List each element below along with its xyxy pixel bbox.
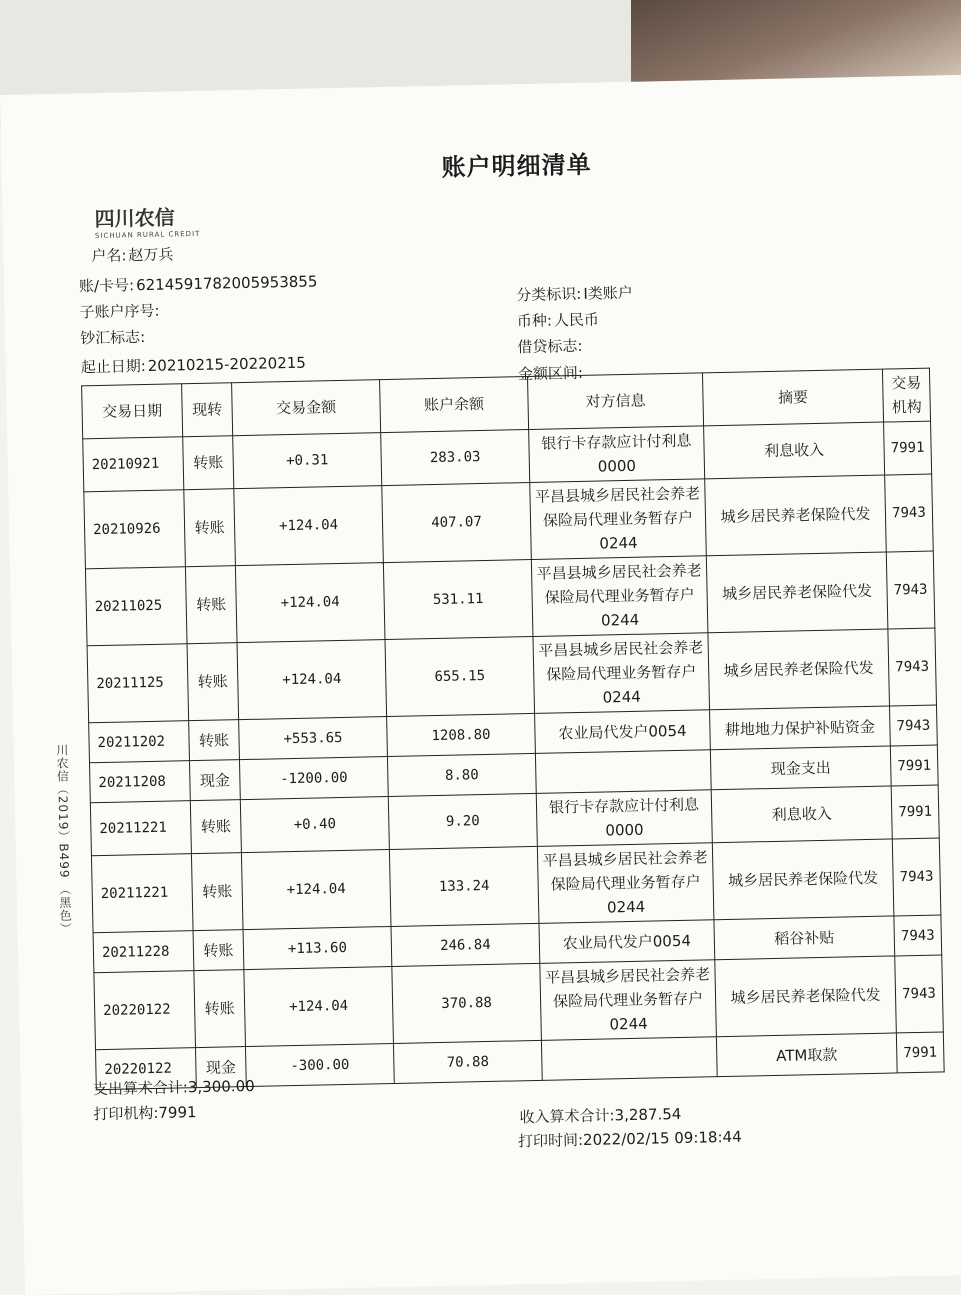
cell-amount: +113.60 bbox=[243, 926, 392, 969]
cell-balance: 370.88 bbox=[392, 963, 542, 1043]
cell-balance: 531.11 bbox=[383, 559, 533, 639]
cell-date: 20210921 bbox=[83, 437, 184, 492]
cell-memo: 城乡居民养老保险代发 bbox=[705, 475, 887, 556]
cell-amount: -1200.00 bbox=[239, 757, 388, 800]
header-balance: 账户余额 bbox=[380, 377, 529, 433]
statement-paper bbox=[0, 75, 961, 1295]
cell-counterparty bbox=[535, 750, 711, 794]
cell-balance: 283.03 bbox=[381, 430, 530, 486]
form-code: 川农信（2019）B499 （黑色） bbox=[54, 743, 73, 936]
cell-type: 现金 bbox=[189, 760, 240, 801]
account-name: 户名: 赵万兵 bbox=[91, 245, 174, 266]
cell-balance: 70.88 bbox=[393, 1040, 542, 1083]
cell-date: 20211221 bbox=[90, 801, 191, 856]
cell-date: 20211208 bbox=[90, 761, 191, 803]
cell-date: 20220122 bbox=[96, 1048, 197, 1090]
cell-branch: 7991 bbox=[896, 1032, 944, 1073]
cell-type: 转账 bbox=[189, 720, 240, 761]
cell-memo: 城乡居民养老保险代发 bbox=[715, 956, 897, 1037]
cell-memo: ATM取款 bbox=[716, 1033, 897, 1077]
cell-date: 20210926 bbox=[84, 490, 186, 569]
cell-branch: 7943 bbox=[886, 551, 935, 629]
cell-branch: 7991 bbox=[884, 421, 932, 475]
cell-type: 转账 bbox=[184, 489, 236, 567]
cell-counterparty: 平昌县城乡居民社会养老保险局代理业务暂存户0244 bbox=[530, 479, 707, 560]
cell-date: 20211025 bbox=[85, 567, 187, 646]
cell-balance: 246.84 bbox=[391, 923, 540, 966]
cell-amount: +124.04 bbox=[237, 640, 387, 720]
cell-counterparty: 农业局代发户0054 bbox=[539, 920, 715, 964]
cell-counterparty bbox=[541, 1037, 717, 1081]
transaction-table bbox=[81, 368, 945, 1091]
cell-type: 转账 bbox=[194, 970, 246, 1048]
cell-date: 20211202 bbox=[89, 721, 190, 763]
income-total: 收入算术合计:3,287.54 bbox=[519, 1104, 682, 1127]
debit-credit-flag: 借贷标志: bbox=[517, 336, 583, 357]
cell-memo: 利息收入 bbox=[711, 786, 892, 843]
cell-branch: 7943 bbox=[895, 955, 944, 1033]
cell-type: 现金 bbox=[195, 1047, 246, 1088]
cell-amount: +124.04 bbox=[234, 486, 384, 566]
cell-branch: 7991 bbox=[890, 745, 938, 786]
cell-amount: -300.00 bbox=[245, 1043, 394, 1086]
cell-branch: 7943 bbox=[889, 705, 937, 746]
cell-amount: +0.40 bbox=[240, 797, 389, 853]
cash-flag: 钞汇标志: bbox=[79, 328, 146, 348]
cell-memo: 耕地地力保护补贴资金 bbox=[710, 706, 891, 750]
cell-counterparty: 农业局代发户0054 bbox=[535, 710, 711, 754]
header-counterparty: 对方信息 bbox=[528, 373, 704, 430]
logo-subtext: SICHUAN RURAL CREDIT bbox=[94, 229, 201, 241]
cell-amount: +124.04 bbox=[241, 850, 391, 930]
header-type: 现转 bbox=[182, 383, 233, 437]
header-date: 交易日期 bbox=[82, 384, 183, 439]
cell-type: 转账 bbox=[187, 643, 239, 721]
cell-date: 20211125 bbox=[87, 644, 189, 723]
date-range: 起止日期: 20210215-20220215 bbox=[80, 353, 307, 377]
cell-amount: +553.65 bbox=[239, 717, 388, 760]
cell-amount: +0.31 bbox=[233, 433, 382, 489]
cell-amount: +124.04 bbox=[244, 966, 394, 1046]
cell-memo: 现金支出 bbox=[710, 746, 891, 790]
cell-amount: +124.04 bbox=[235, 563, 385, 643]
header-branch: 交易机构 bbox=[882, 368, 930, 422]
cell-memo: 城乡居民养老保险代发 bbox=[708, 629, 890, 710]
cell-branch: 7943 bbox=[888, 628, 937, 706]
cell-branch: 7943 bbox=[894, 915, 942, 956]
cell-memo: 城乡居民养老保险代发 bbox=[706, 552, 888, 633]
cell-balance: 133.24 bbox=[389, 846, 539, 926]
cell-counterparty: 银行卡存款应计付利息0000 bbox=[536, 790, 712, 847]
cell-type: 转账 bbox=[185, 566, 237, 644]
cell-type: 转账 bbox=[183, 436, 234, 490]
cell-memo: 城乡居民养老保险代发 bbox=[712, 839, 894, 920]
account-class: 分类标识: I类账户 bbox=[516, 283, 633, 305]
logo-text: 四川农信 bbox=[94, 205, 175, 232]
cell-counterparty: 平昌县城乡居民社会养老保险局代理业务暂存户0244 bbox=[533, 633, 710, 714]
header-amount: 交易金额 bbox=[232, 380, 381, 436]
print-org: 打印机构:7991 bbox=[93, 1103, 197, 1124]
bank-logo bbox=[94, 201, 200, 240]
cell-balance: 1208.80 bbox=[387, 713, 536, 756]
amount-range: 金额区间: bbox=[517, 363, 584, 384]
expense-total: 支出算术合计:3,300.00 bbox=[92, 1076, 255, 1099]
print-time: 打印时间:2022/02/15 09:18:44 bbox=[517, 1127, 742, 1151]
currency: 币种: 人民币 bbox=[516, 310, 600, 331]
cell-date: 20220122 bbox=[94, 971, 196, 1050]
cell-branch: 7943 bbox=[885, 474, 934, 552]
cell-counterparty: 银行卡存款应计付利息0000 bbox=[529, 426, 705, 483]
header-memo: 摘要 bbox=[702, 369, 883, 426]
cell-counterparty: 平昌县城乡居民社会养老保险局代理业务暂存户0244 bbox=[540, 960, 717, 1041]
cell-balance: 8.80 bbox=[387, 753, 536, 796]
cell-date: 20211221 bbox=[91, 854, 193, 933]
cell-branch: 7943 bbox=[892, 838, 941, 916]
cell-balance: 9.20 bbox=[388, 793, 537, 849]
cell-memo: 利息收入 bbox=[704, 422, 885, 479]
cell-counterparty: 平昌县城乡居民社会养老保险局代理业务暂存户0244 bbox=[531, 556, 708, 637]
cell-counterparty: 平昌县城乡居民社会养老保险局代理业务暂存户0244 bbox=[537, 843, 714, 924]
cell-balance: 407.07 bbox=[382, 482, 532, 562]
card-number: 账/卡号: 6214591782005953855 bbox=[78, 272, 318, 296]
page-title: 账户明细清单 bbox=[441, 149, 592, 182]
cell-type: 转账 bbox=[191, 853, 243, 931]
cell-balance: 655.15 bbox=[385, 636, 535, 716]
cell-memo: 稻谷补贴 bbox=[714, 916, 895, 960]
cell-branch: 7991 bbox=[891, 785, 939, 839]
cell-type: 转账 bbox=[190, 800, 241, 854]
sub-account: 子账户序号: bbox=[79, 301, 160, 322]
cell-type: 转账 bbox=[193, 930, 244, 971]
cell-date: 20211228 bbox=[93, 931, 194, 973]
